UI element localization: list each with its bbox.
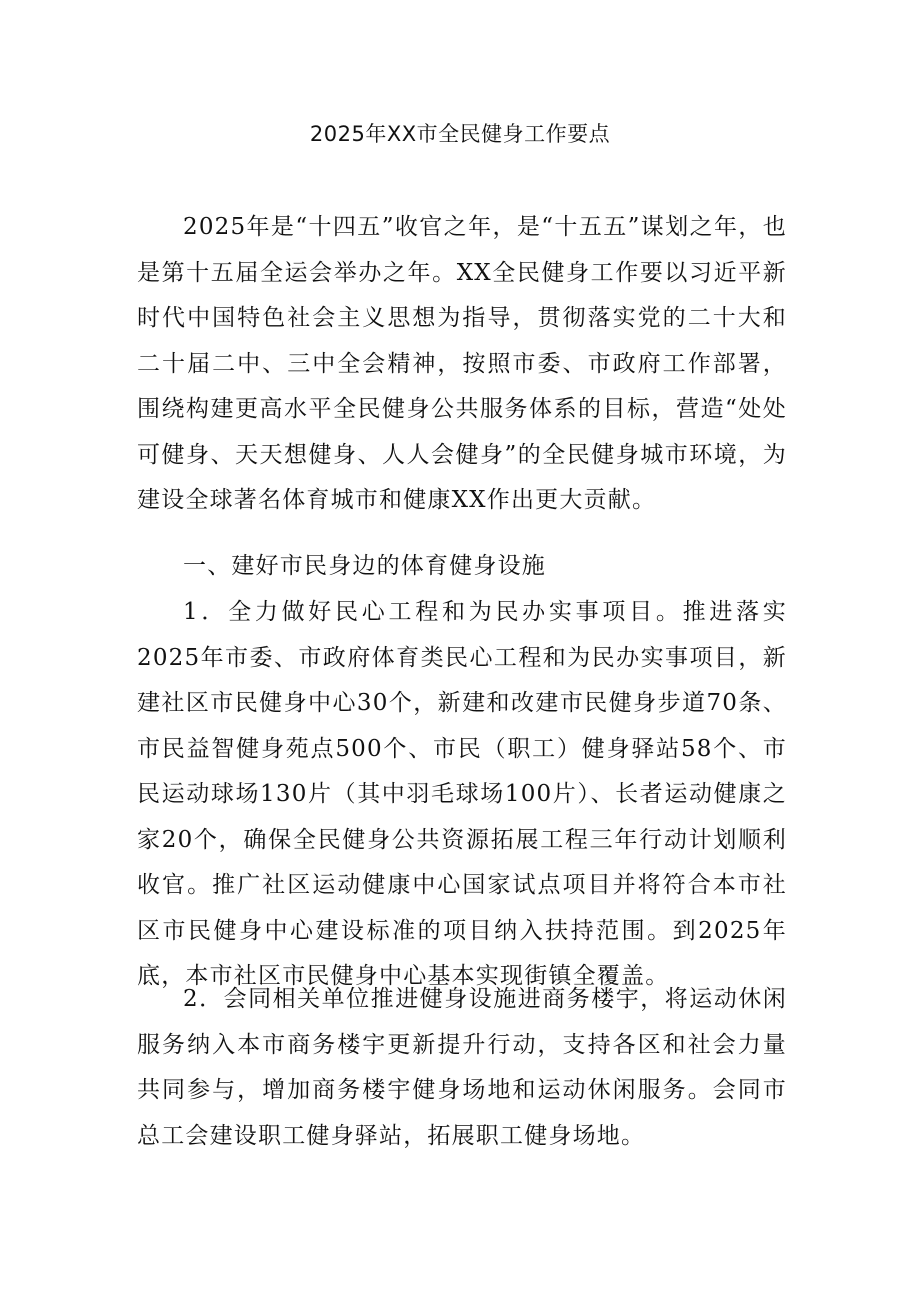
item-2-paragraph: 2．会同相关单位推进健身设施进商务楼宇，将运动休闲服务纳入本市商务楼宇更新提升行动，支持各区和社会力量共同参与，增加商务楼宇健身场地和运动休闲服务。会同市总工会建设职工健身驿站，拓展职工健身场地。 (137, 986, 787, 1149)
item-1-block (137, 590, 787, 1000)
document-title: 2025年XX市全民健身工作要点 (309, 122, 611, 146)
item-2-block (137, 977, 787, 1159)
intro-paragraph: 2025年是“十四五”收官之年，是“十五五”谋划之年，也是第十五届全运会举办之年。XX全民健身工作要以习近平新时代中国特色社会主义思想为指导，贯彻落实党的二十大和二十届二中、三中全会精神，按照市委、市政府工作部署，围绕构建更高水平全民健身公共服务体系的目标，营造“处处可健身、天天想健身、人人会健身”的全民健身城市环境，为建设全球著名体育城市和健康XX作出更大贡献。 (137, 214, 787, 513)
item-1-paragraph: 1．全力做好民心工程和为民办实事项目。推进落实2025年市委、市政府体育类民心工程和为民办实事项目，新建社区市民健身中心30个，新建和改建市民健身步道70条、市民益智健身苑点500个、市民（职工）健身驿站58个、市民运动球场130片（其中羽毛球场100片）、长者运动健康之家20个，确保全民健身公共资源拓展工程三年行动计划顺利收官。推广社区运动健康中心国家试点项目并将符合本市社区市民健身中心建设标准的项目纳入扶持范围。到2025年底，本市社区市民健身中心基本实现街镇全覆盖。 (137, 599, 787, 989)
intro-paragraph-block (137, 205, 787, 524)
section-heading-block (137, 544, 787, 590)
section-heading: 一、建好市民身边的体育健身设施 (183, 553, 546, 579)
